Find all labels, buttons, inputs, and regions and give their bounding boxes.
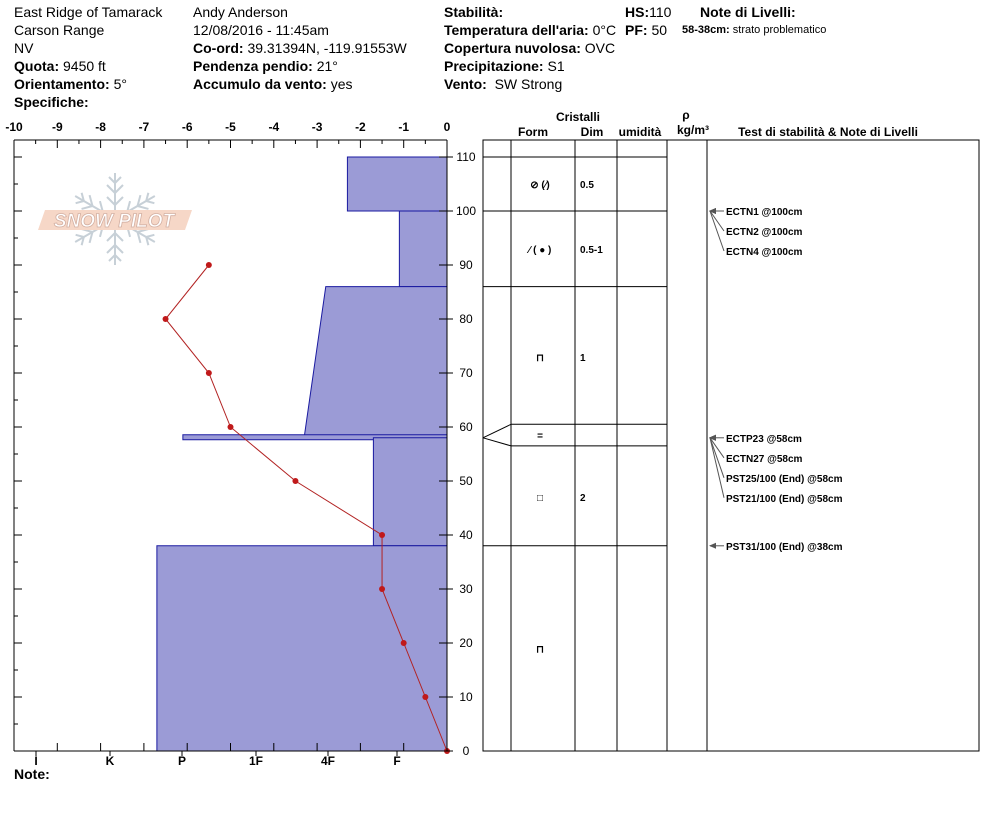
note-label: Note:	[14, 766, 50, 782]
hardness-tick-label: F	[393, 754, 401, 768]
test-pointer	[710, 211, 724, 231]
stability-test-label: ECTN2 @100cm	[726, 227, 803, 238]
hardness-tick-label: 1F	[248, 754, 264, 768]
hardness-layer	[373, 438, 447, 546]
density-unit-header: kg/m³	[676, 123, 710, 137]
x-tick-label: -8	[95, 120, 106, 134]
x-tick-label: -2	[355, 120, 366, 134]
y-tick-label: 100	[455, 204, 477, 218]
hardness-tick-label: I	[34, 754, 38, 768]
precip-label: Precipitazione:	[444, 58, 544, 74]
y-tick-label: 80	[459, 312, 473, 326]
x-tick-label: -5	[225, 120, 236, 134]
crystal-dim: 1	[580, 352, 586, 364]
pendenza-label: Pendenza pendio:	[193, 58, 313, 74]
location: East Ridge of Tamarack	[14, 4, 163, 20]
hardness-tick-label: K	[105, 754, 115, 768]
temperature-point	[422, 694, 428, 700]
hardness-layer	[399, 211, 447, 287]
temperature-point	[292, 478, 298, 484]
accumulo-value: yes	[330, 76, 353, 92]
orient-value: 5°	[113, 76, 127, 92]
temperature-point	[379, 586, 385, 592]
crystal-form: ⊓	[536, 352, 544, 364]
stabilita-label: Stabilità:	[444, 4, 504, 20]
quota-label: Quota:	[14, 58, 60, 74]
hardness-layer	[157, 546, 447, 751]
crystal-form: ⊓	[536, 644, 544, 656]
vento-value: SW Strong	[494, 76, 563, 92]
note-livelli-depth: 58-38cm:	[682, 24, 730, 36]
hs-label: HS:	[625, 4, 650, 20]
stability-header: Test di stabilità & Note di Livelli	[738, 125, 918, 139]
rho-header: ρ	[682, 108, 690, 122]
crystal-form: ∕ ( ● )	[528, 244, 552, 256]
crystal-dim: 2	[580, 493, 586, 505]
pf-label: PF:	[625, 22, 648, 38]
precip-value: S1	[547, 58, 565, 74]
test-pointer	[710, 211, 724, 251]
x-tick-label: 0	[443, 120, 451, 134]
note-livelli-text: strato problematico	[732, 24, 827, 36]
y-tick-label: 0	[462, 744, 470, 758]
range: Carson Range	[14, 22, 105, 38]
snowpilot-logo	[38, 173, 192, 265]
x-tick-label: -6	[181, 120, 193, 134]
test-pointer	[710, 438, 724, 478]
quota-value: 9450 ft	[63, 58, 106, 74]
hs-value: 110	[649, 4, 672, 20]
x-tick-label: -4	[268, 120, 280, 134]
cristalli-header: Cristalli	[555, 110, 601, 124]
temperature-point	[401, 640, 407, 646]
stability-test-label: PST21/100 (End) @58cm	[726, 493, 843, 505]
test-pointer	[710, 438, 724, 498]
note-livelli-label: Note di Livelli:	[700, 4, 796, 20]
form-header: Form	[518, 125, 548, 139]
observer: Andy Anderson	[193, 4, 288, 20]
dim-header: Dim	[580, 125, 604, 139]
temperature-point	[163, 316, 169, 322]
hardness-layers	[157, 157, 447, 751]
datetime: 12/08/2016 - 11:45am	[193, 22, 329, 38]
coord-label: Co-ord:	[193, 40, 244, 56]
x-tick-label: -1	[398, 120, 410, 134]
hardness-layer	[304, 287, 447, 438]
test-arrow-icon	[709, 208, 716, 214]
umidita-header: umidità	[618, 125, 662, 139]
vento-label: Vento:	[444, 76, 487, 92]
orient-label: Orientamento:	[14, 76, 110, 92]
crystal-form: □	[536, 493, 544, 505]
temperature-point	[228, 424, 234, 430]
stability-test-label: ECTN1 @100cm	[726, 207, 803, 218]
crystal-dim: 0.5-1	[580, 244, 603, 256]
hardness-layer	[347, 157, 447, 211]
y-tick-label: 40	[459, 528, 473, 542]
coord-value: 39.31394N, -119.91553W	[247, 40, 407, 56]
y-tick-label: 20	[459, 636, 473, 650]
temperature-point	[206, 262, 212, 268]
temp-label: Temperatura dell'aria:	[444, 22, 589, 38]
crystal-dim: 0.5	[580, 180, 594, 191]
stability-test-label: ECTN27 @58cm	[726, 453, 803, 465]
layer-connector	[483, 438, 511, 446]
crystal-form: =	[537, 431, 543, 443]
accumulo-label: Accumulo da vento:	[193, 76, 327, 92]
stability-test-label: PST25/100 (End) @58cm	[726, 473, 843, 485]
stability-test-label: PST31/100 (End) @38cm	[726, 541, 843, 553]
y-tick-label: 10	[459, 690, 473, 704]
temp-value: 0°C	[592, 22, 617, 38]
pendenza-value: 21°	[316, 58, 338, 74]
y-tick-label: 30	[459, 582, 473, 596]
copertura-value: OVC	[584, 40, 616, 56]
x-tick-label: -3	[311, 120, 323, 134]
y-tick-label: 90	[459, 258, 473, 272]
logo-text: SNOW PILOT	[53, 211, 175, 232]
crystal-column	[527, 180, 604, 655]
stability-test-label: ECTP23 @58cm	[726, 433, 802, 445]
stability-test-label: ECTN4 @100cm	[726, 247, 803, 258]
x-tick-label: -7	[138, 120, 150, 134]
y-tick-label: 70	[459, 366, 473, 380]
hardness-tick-label: P	[177, 754, 187, 768]
y-tick-label: 50	[459, 474, 473, 488]
state: NV	[14, 40, 34, 56]
x-tick-label: -9	[51, 120, 63, 134]
temperature-point	[206, 370, 212, 376]
layer-connector	[483, 424, 511, 438]
x-tick-label: -10	[5, 120, 23, 134]
y-tick-label: 60	[459, 420, 473, 434]
stability-tests	[709, 207, 843, 553]
hardness-tick-label: 4F	[320, 754, 336, 768]
copertura-label: Copertura nuvolosa:	[444, 40, 581, 56]
test-arrow-icon	[709, 543, 716, 549]
specifiche-label: Specifiche:	[14, 94, 89, 110]
hardness-axis	[34, 751, 400, 768]
temperature-point	[379, 532, 385, 538]
pf-value: 50	[651, 22, 668, 38]
crystal-form: ⊘ (∕)	[530, 180, 550, 191]
y-tick-label: 110	[456, 150, 476, 164]
